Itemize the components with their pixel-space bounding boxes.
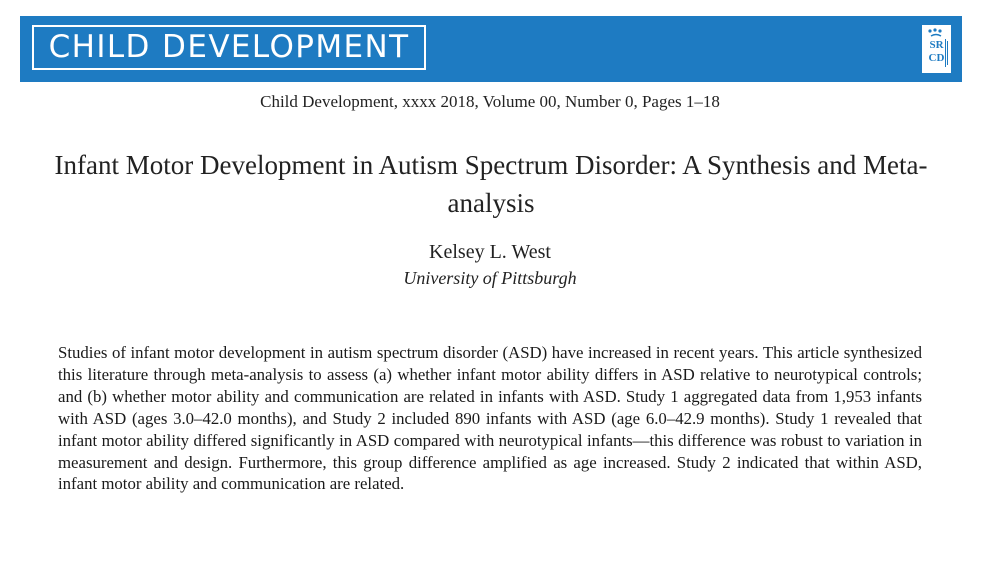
author-affiliation: University of Pittsburgh xyxy=(403,268,577,288)
journal-name: CHILD DEVELOPMENT xyxy=(32,25,426,70)
author-name: Kelsey L. West xyxy=(429,241,551,263)
abstract: Studies of infant motor development in autism spectrum disorder (ASD) have increased in recent years. This article synthesized this literature through meta-analysis to assess (a) whether infant motor ability differs in ASD relative to neurotypical controls; and (b) whether motor ability and communication are related in infants with ASD. Study 1 aggregated data from 1,953 infants with ASD (ages 3.0–42.0 months), and Study 2 included 890 infants with ASD (age 6.0–42.9 months). Study 1 revealed that infant motor ability differed significantly in ASD compared with neurotypical infants—this difference was robust to variation in measurement and design. Furthermore, this group difference amplified as age increased. Study 2 indicated that within ASD, infant motor ability and communication are related. xyxy=(58,343,922,494)
citation-line: Child Development, xxxx 2018, Volume 00, Number 0, Pages 1–18 xyxy=(260,92,720,111)
svg-text:CD: CD xyxy=(928,52,945,64)
srcd-logo xyxy=(922,25,951,73)
srcd-logo-icon xyxy=(924,27,949,71)
svg-text:SR: SR xyxy=(929,39,944,51)
article-title: Infant Motor Development in Autism Spectrum Disorder: A Synthesis and Meta-analysis xyxy=(54,150,928,218)
journal-banner xyxy=(20,16,962,82)
